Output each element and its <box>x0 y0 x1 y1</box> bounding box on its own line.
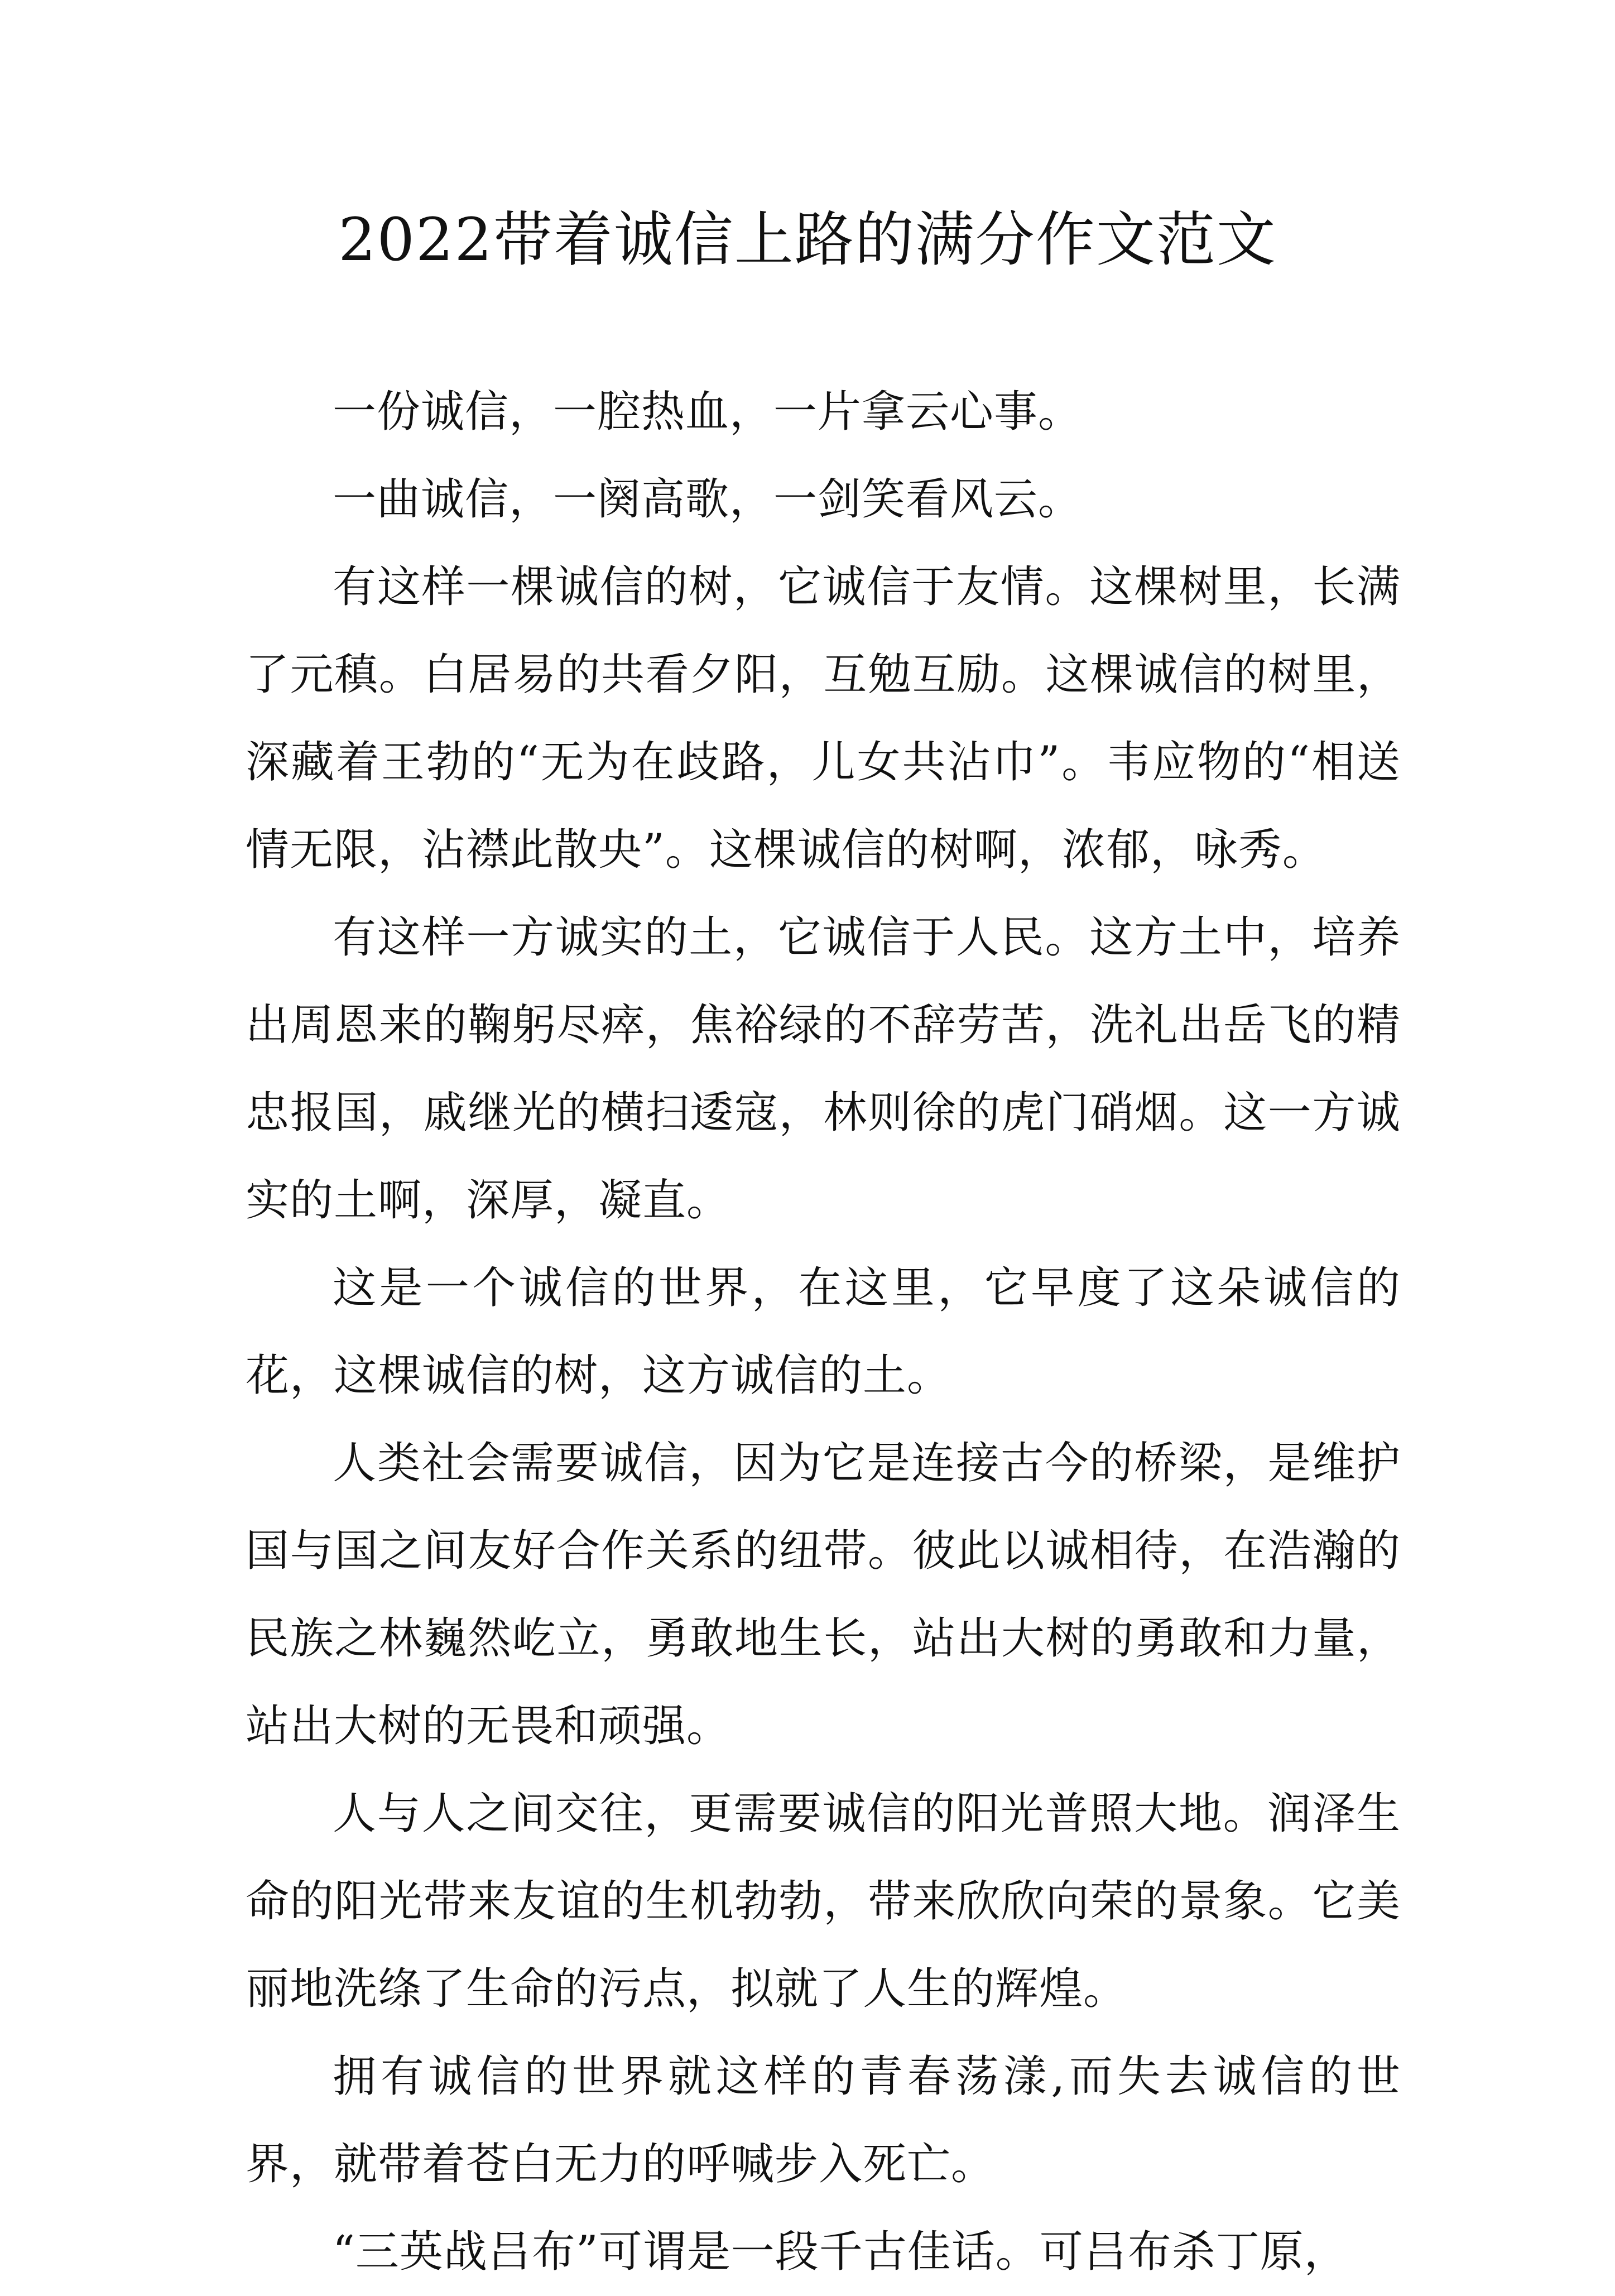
document-title: 2022带着诚信上路的满分作文范文 <box>338 205 1277 274</box>
paragraph: 拥有诚信的世界就这样的青春荡漾,而失去诚信的世界，就带着苍白无力的呼喊步入死亡。 <box>246 2052 1401 2189</box>
paragraph: 这是一个诚信的世界，在这里，它早度了这朵诚信的花，这棵诚信的树，这方诚信的土。 <box>246 1263 1401 1401</box>
paragraph: 一份诚信，一腔热血，一片拿云心事。 <box>333 387 1083 437</box>
paragraph: “三英战吕布”可谓是一段千古佳话。可吕布杀丁原， <box>333 2227 1348 2277</box>
paragraph: 人与人之间交往，更需要诚信的阳光普照大地。润泽生命的阳光带来友谊的生机勃勃，带来欣欣向荣的景象。它美丽地洗绦了生命的污点，拟就了人生的辉煌。 <box>246 1789 1401 2014</box>
paragraph: 一曲诚信，一阕高歌，一剑笑看风云。 <box>333 474 1083 525</box>
paragraph: 有这样一方诚实的土，它诚信于人民。这方土中，培养出周恩来的鞠躬尽瘁，焦裕绿的不辞劳苦，洗礼出岳飞的精忠报国，戚继光的横扫逶寇，林则徐的虎门硝烟。这一方诚实的土啊，深厚，凝直。 <box>246 912 1401 1226</box>
paragraph: 人类社会需要诚信，因为它是连接古今的桥梁，是维护国与国之间友好合作关系的纽带。彼此以诚相待，在浩瀚的民族之林巍然屹立，勇敢地生长，站出大树的勇敢和力量，站出大树的无畏和顽强。 <box>246 1438 1401 1751</box>
paragraph: 有这样一棵诚信的树，它诚信于友情。这棵树里，长满了元稹。白居易的共看夕阳，互勉互励。这棵诚信的树里，深藏着王勃的“无为在歧路，儿女共沾巾”。韦应物的“相送情无限，沾襟此散央”。这棵诚信的树啊，浓郁，咏秀。 <box>246 562 1401 875</box>
document-body <box>246 368 1401 2296</box>
